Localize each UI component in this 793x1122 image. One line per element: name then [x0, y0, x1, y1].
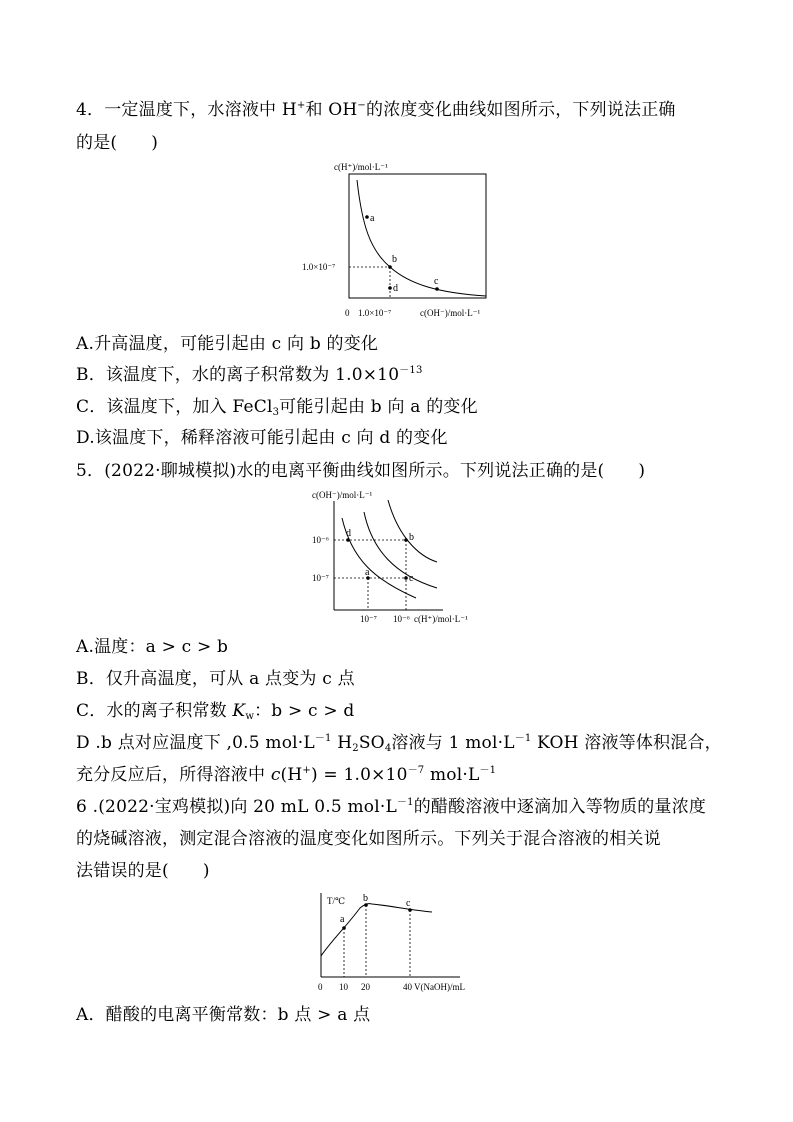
q6-temperature-curve	[321, 904, 432, 956]
q4-stem-line2: 的是( )	[76, 133, 159, 153]
q4-option-c: C．该温度下，加入 FeCl$_3$可能引起由 b 向 a 的变化	[76, 397, 478, 418]
q4-stem-line1: 4．一定温度下，水溶液中 H+和 OH−的浓度变化曲线如图所示，下列说法正确	[76, 100, 676, 120]
q6-ylabel: T/℃	[327, 896, 346, 906]
q6-stem-line2: 的烧碱溶液，测定混合溶液的温度变化如图所示。下列关于混合溶液的相关说	[76, 829, 661, 849]
q6-point-a	[342, 926, 346, 930]
q4-ylabel: c(H⁺)/mol·L⁻¹	[334, 162, 388, 172]
q5-label-a: a	[365, 567, 370, 578]
q4-option-a: A.升高温度，可能引起由 c 向 b 的变化	[76, 334, 379, 354]
q5-curve-1	[342, 518, 416, 598]
q6-label-c: c	[406, 898, 411, 909]
q4-option-b: B．该温度下，水的离子积常数为 $1.0\times 10^{-13}$	[76, 365, 423, 385]
q5-option-d-line1: D .b 点对应温度下 ,0.5 $mol\cdot L^{-1}$ $H_2SO_4$溶液与 1 $mol\cdot L^{-1}$ KOH 溶液等体积混合，	[76, 733, 722, 754]
q5-curve-3	[388, 500, 437, 562]
q6-xtick-20: 20	[361, 982, 370, 992]
q6-stem-line3: 法错误的是( )	[76, 861, 210, 881]
q5-xtick-7: 10⁻⁷	[360, 614, 377, 624]
q4-ytick: 1.0×10⁻⁷	[302, 262, 336, 272]
q6-stem-line1: 6 .(2022·宝鸡模拟)向 20 mL 0.5 $mol\cdot L^{-1}$的醋酸溶液中逐滴加入等物质的量浓度	[76, 797, 707, 817]
q4-point-d	[388, 286, 392, 290]
q4-label-a: a	[370, 213, 375, 224]
q4-chart	[290, 156, 520, 322]
q5-ylabel: c(OH⁻)/mol·L⁻¹	[312, 490, 373, 500]
q5-ytick-7: 10⁻⁷	[312, 573, 329, 583]
q5-point-b	[404, 538, 408, 542]
q6-label-b: b	[363, 893, 368, 904]
q6-xlabel: V(NaOH)/mL	[414, 982, 465, 992]
q5-chart	[300, 484, 500, 630]
q6-xtick-0: 0	[318, 982, 323, 992]
q4-point-a	[365, 215, 369, 219]
q4-label-c: c	[434, 276, 439, 287]
q5-ytick-6: 10⁻⁶	[312, 535, 329, 545]
q4-xlabel: c(OH⁻)/mol·L⁻¹	[420, 308, 481, 318]
q6-chart	[300, 884, 500, 998]
q6-xtick-10: 10	[339, 982, 348, 992]
q4-label-b: b	[392, 254, 397, 265]
q4-frame	[349, 174, 486, 298]
q5-label-c: c	[409, 573, 414, 584]
q4-kw-curve	[357, 180, 486, 296]
q6-label-a: a	[340, 914, 345, 925]
q4-origin: 0	[345, 308, 350, 318]
q6-xtick-40: 40	[403, 982, 412, 992]
q4-point-c	[435, 287, 439, 291]
q5-option-a: A.温度：a > c > b	[76, 637, 229, 657]
q5-option-b: B．仅升高温度，可从 a 点变为 c 点	[76, 669, 355, 689]
q5-option-d-line2: 充分反应后，所得溶液中 $c(H^+) = 1.0\times 10^{-7}$ $mol\cdot L^{-1}$	[76, 765, 497, 785]
q5-label-b: b	[409, 532, 414, 543]
q4-point-b	[388, 265, 392, 269]
q4-xtick: 1.0×10⁻⁷	[358, 308, 392, 318]
q5-option-c: C．水的离子积常数 $K_w$：b > c > d	[76, 701, 355, 722]
q5-stem: 5．(2022·聊城模拟)水的电离平衡曲线如图所示。下列说法正确的是( )	[76, 461, 646, 481]
q5-point-c	[404, 576, 408, 580]
q5-xlabel: c(H⁺)/mol·L⁻¹	[414, 614, 468, 624]
q5-curve-2	[364, 512, 437, 588]
q4-label-d: d	[393, 283, 398, 294]
q6-option-a: A．醋酸的电离平衡常数：b 点 > a 点	[76, 1005, 371, 1025]
q5-xtick-6: 10⁻⁶	[393, 614, 410, 624]
q4-option-d: D.该温度下，稀释溶液可能引起由 c 向 d 的变化	[76, 428, 448, 448]
q5-label-d: d	[346, 528, 351, 539]
